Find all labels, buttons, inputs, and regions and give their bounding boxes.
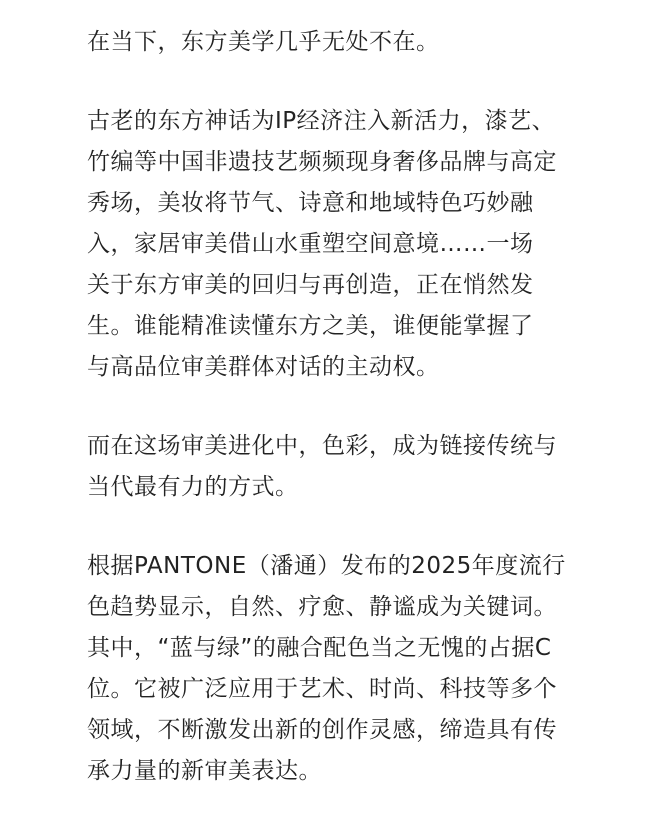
paragraph-color	[87, 426, 587, 508]
paragraph-pantone	[87, 546, 587, 792]
text-line: 古老的东方神话为IP经济注入新活力，漆艺、	[87, 108, 556, 134]
text-line: 关于东方审美的回归与再创造，正在悄然发	[87, 272, 534, 298]
text-line: 入，家居审美借山水重塑空间意境……一场	[87, 231, 534, 257]
text-line: 根据PANTONE（潘通）发布的2025年度流行	[87, 553, 566, 579]
text-line: 秀场，美妆将节气、诗意和地域特色巧妙融	[87, 190, 534, 216]
text-line: 而在这场审美进化中，色彩，成为链接传统与	[87, 433, 557, 459]
text-line: 与高品位审美群体对话的主动权。	[87, 354, 440, 380]
text-line: 生。谁能精准读懂东方之美，谁便能掌握了	[87, 313, 534, 339]
paragraph-eastern-aesthetics	[87, 101, 587, 388]
text-line: 承力量的新审美表达。	[87, 758, 322, 784]
text-line: 色趋势显示，自然、疗愈、静谧成为关键词。	[87, 594, 557, 620]
text-line: 当代最有力的方式。	[87, 474, 299, 500]
paragraph-intro	[87, 22, 587, 63]
article-body	[87, 22, 587, 830]
text-line: 位。它被广泛应用于艺术、时尚、科技等多个	[87, 676, 557, 702]
text-line: 在当下，东方美学几乎无处不在。	[87, 29, 440, 55]
text-line: 领域，不断激发出新的创作灵感，缔造具有传	[87, 717, 557, 743]
text-line: 竹编等中国非遗技艺频频现身奢侈品牌与高定	[87, 149, 557, 175]
text-line: 其中，“蓝与绿”的融合配色当之无愧的占据C	[87, 635, 552, 661]
